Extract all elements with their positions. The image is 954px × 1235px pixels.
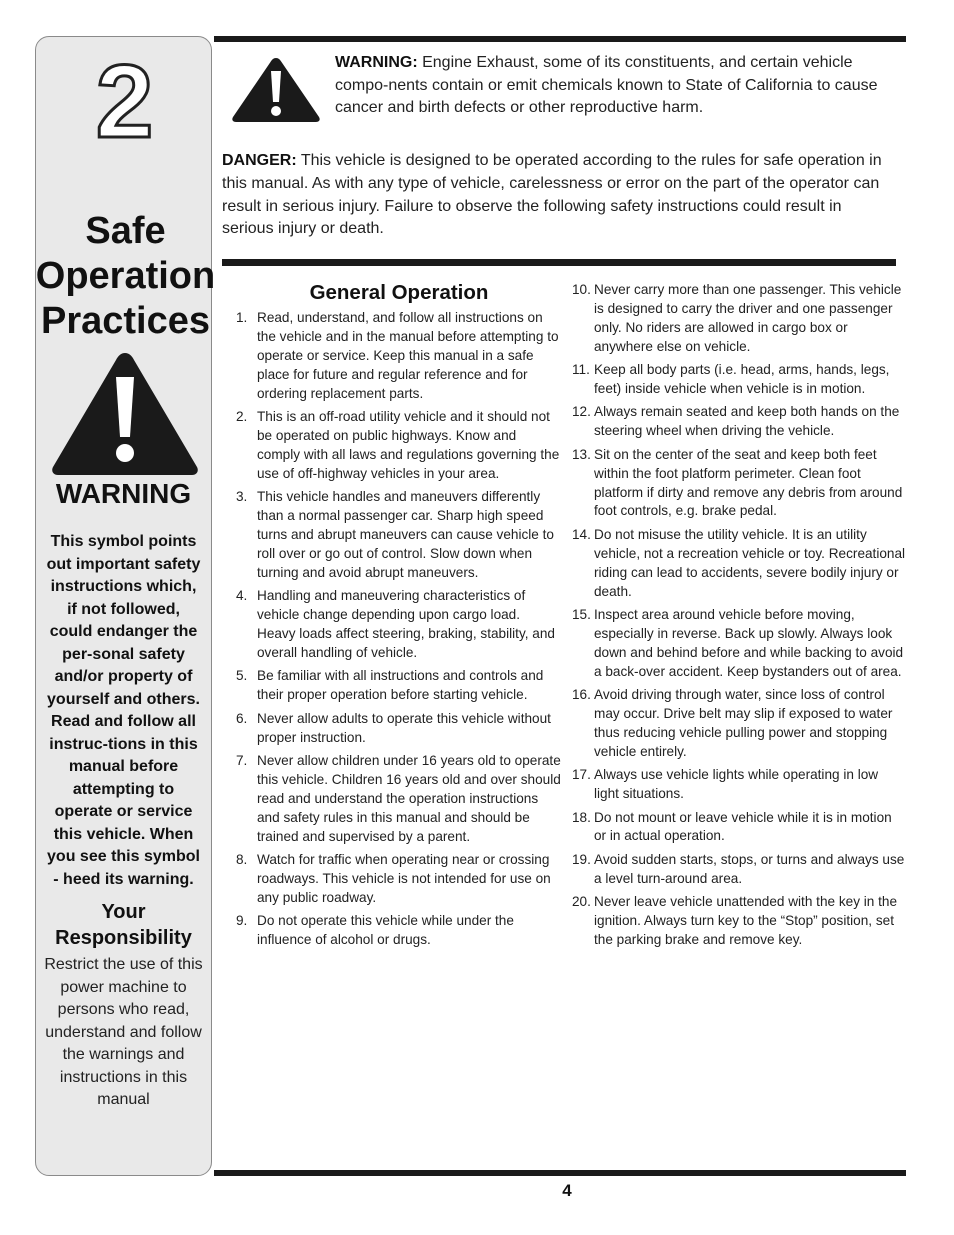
item-text: Never allow children under 16 years old to operate this vehicle. Children 16 years old and over should read and understand the operation instructions and safety rules in this manual and should be trained and supervised by a parent. xyxy=(257,752,561,844)
list-item xyxy=(572,766,906,804)
list-item xyxy=(572,606,906,682)
responsibility-text: Restrict the use of this power machine to persons who read, understand and follow the warnings and instructions in this manual xyxy=(44,956,203,1108)
list-item xyxy=(236,752,562,847)
item-number: 7. xyxy=(236,752,248,768)
chapter-number: 2 xyxy=(95,44,152,160)
responsibility-title-line: Responsibility xyxy=(55,927,192,949)
item-number: 17. xyxy=(572,767,591,783)
item-text: Watch for traffic when operating near or crossing roadways. This vehicle is not intended for use on any public roadway. xyxy=(257,851,551,905)
item-text: This vehicle handles and maneuvers differently than a normal passenger car. Sharp high speed turns and abrupt maneuvers can cause vehicle to roll over or go out of control. Slow down when turning and avoid abrupt maneuvers. xyxy=(257,489,554,580)
item-number: 9. xyxy=(236,913,248,929)
responsibility-title xyxy=(36,899,211,951)
list-item xyxy=(572,809,906,847)
item-number: 15. xyxy=(572,607,591,622)
item-text: Do not mount or leave vehicle while it is in motion or in actual operation. xyxy=(594,809,892,844)
item-number: 8. xyxy=(236,851,248,867)
list-item xyxy=(236,710,562,748)
warning-label: WARNING: xyxy=(335,54,418,71)
list-item xyxy=(236,488,562,583)
warning-description: This symbol points out important safety instructions which, if not followed, could endanger the per-sonal safety and/or property of yourself and others. Read and follow all instruc-tions in this manual before attempting to operate or service this vehicle. When you see this symbol - heed its warning. xyxy=(46,533,201,888)
item-text: Do not operate this vehicle while under the influence of alcohol or drugs. xyxy=(257,913,514,948)
list-item xyxy=(236,587,562,663)
item-number: 5. xyxy=(236,668,248,684)
section-heading: General Operation xyxy=(309,281,489,304)
item-text: Never leave vehicle unattended with the key in the ignition. Always turn key to the “Stop” position, set the parking brake and remove key. xyxy=(594,894,898,947)
chapter-title-line: Operation xyxy=(35,255,216,297)
list-item xyxy=(236,309,562,404)
warning-heading: WARNING xyxy=(55,478,192,509)
item-text: Be familiar with all instructions and controls and their proper operation before starting vehicle. xyxy=(257,668,544,703)
list-item xyxy=(572,403,906,441)
item-text: Do not misuse the utility vehicle. It is an utility vehicle, not a recreation vehicle or toy. Recreational riding can lead to accidents, severe bodily injury or death. xyxy=(594,526,906,599)
item-number: 2. xyxy=(236,409,248,425)
list-item xyxy=(572,686,906,762)
list-item xyxy=(572,851,906,889)
item-text: Never allow adults to operate this vehicle without proper instruction. xyxy=(257,710,551,745)
chapter-sidebar xyxy=(35,36,216,1176)
list-item xyxy=(572,446,906,522)
item-number: 3. xyxy=(236,489,248,505)
list-item xyxy=(236,912,562,950)
item-text: Always use vehicle lights while operating in low light situations. xyxy=(594,767,879,802)
item-number: 18. xyxy=(572,809,591,825)
list-item xyxy=(572,361,906,399)
item-number: 20. xyxy=(572,894,591,910)
list-item xyxy=(572,281,906,357)
item-text: Avoid driving through water, since loss of control may occur. Drive belt may slip if exposed to water thus reducing vehicle pulling power and stopping vehicle entirely. xyxy=(594,687,893,759)
danger-label: DANGER: xyxy=(222,152,297,169)
page-number: 4 xyxy=(562,1181,572,1200)
item-number: 16. xyxy=(572,687,591,703)
list-item xyxy=(572,893,906,950)
chapter-title-line: Practices xyxy=(40,300,210,342)
list-item xyxy=(236,667,562,705)
bottom-rule xyxy=(214,1170,906,1176)
item-number: 6. xyxy=(236,710,248,726)
list-item xyxy=(236,408,562,484)
item-number: 4. xyxy=(236,588,248,604)
california-warning xyxy=(335,52,895,120)
item-text: Read, understand, and follow all instructions on the vehicle and in the manual before attempting to operate or service. Keep this manual in a safe place for future and regular reference and for ordering replacement parts. xyxy=(257,310,559,401)
item-number: 1. xyxy=(236,310,248,325)
item-number: 14. xyxy=(572,526,591,542)
warning-triangle-icon xyxy=(230,56,322,124)
chapter-title-line: Safe xyxy=(85,210,166,252)
warning-body: Engine Exhaust, some of its constituents, and certain vehicle compo-nents contain or emit chemicals known to State of California to cause cancer and birth defects or other reproductive harm. xyxy=(335,54,878,116)
item-number: 19. xyxy=(572,851,591,867)
danger-body: This vehicle is designed to be operated according to the rules for safe operation in this manual. As with any type of vehicle, carelessness or error on the part of the operator can result in serious injury. Failure to observe the following safety instructions could result in serious injury or death. xyxy=(222,152,882,238)
item-number: 12. xyxy=(572,404,591,420)
item-text: Never carry more than one passenger. This vehicle is designed to carry the driver and one passenger only. No riders are allowed in cargo box or anywhere else on vehicle. xyxy=(594,282,902,354)
chapter-title xyxy=(32,209,219,344)
item-text: Handling and maneuvering characteristics of vehicle change depending upon cargo load. Heavy loads affect steering, braking, stability, and overall handling of vehicle. xyxy=(257,588,555,660)
responsibility-title-line: Your xyxy=(101,901,146,923)
item-text: Keep all body parts (i.e. head, arms, hands, legs, feet) inside vehicle when vehicle is in motion. xyxy=(594,362,890,397)
item-number: 13. xyxy=(572,446,591,462)
item-text: Avoid sudden starts, stops, or turns and always use a level turn-around area. xyxy=(594,851,905,886)
item-number: 11. xyxy=(572,362,590,378)
rules-list-column-1 xyxy=(236,309,562,955)
section-rule xyxy=(222,259,896,266)
rules-list-column-2 xyxy=(572,281,906,954)
item-text: This is an off-road utility vehicle and it should not be operated on public highways. Know and comply with all laws and regulations governing the use of off-highway vehicles in your area. xyxy=(257,409,560,481)
list-item xyxy=(236,851,562,908)
item-text: Always remain seated and keep both hands on the steering wheel when driving the vehicle. xyxy=(594,404,900,439)
item-text: Sit on the center of the seat and keep both feet within the foot platform perimeter. Clean foot platform if dirty and remove any debris from around foot controls, e.g. brake pedal. xyxy=(594,446,903,519)
danger-notice xyxy=(222,150,892,241)
item-number: 10. xyxy=(572,282,591,297)
warning-triangle-icon xyxy=(49,349,201,477)
top-rule xyxy=(214,36,906,42)
item-text: Inspect area around vehicle before moving, especially in reverse. Back up slowly. Always look down and behind before and while backing to avoid a back-over accident. Keep bystanders out of area. xyxy=(594,607,904,679)
list-item xyxy=(572,526,906,602)
